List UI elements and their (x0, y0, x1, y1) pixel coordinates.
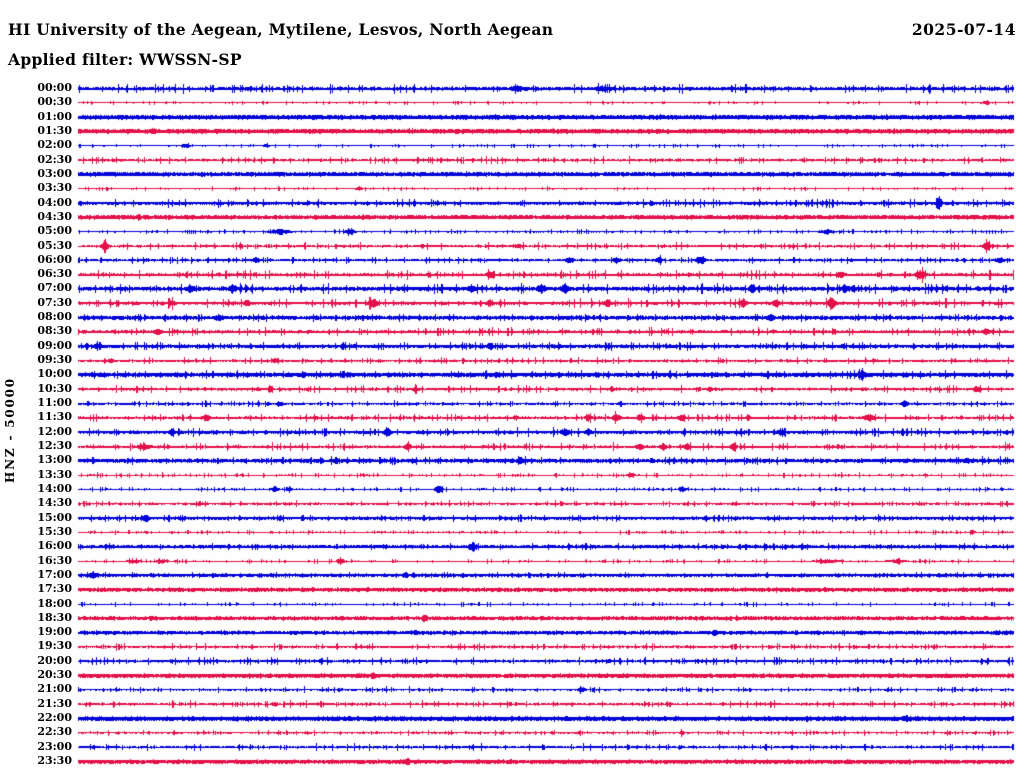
time-label: 02:30 (37, 152, 72, 166)
time-label: 11:30 (37, 410, 72, 424)
time-label: 05:30 (37, 238, 72, 252)
time-label: 08:00 (37, 310, 72, 324)
time-label: 06:30 (37, 267, 72, 281)
time-label: 19:30 (37, 639, 72, 653)
time-label: 11:00 (37, 396, 72, 410)
time-label: 14:00 (37, 481, 72, 495)
time-label: 10:30 (37, 381, 72, 395)
time-label: 02:00 (37, 138, 72, 152)
time-label: 00:00 (37, 81, 72, 94)
time-label: 04:30 (37, 209, 72, 223)
time-label: 19:00 (37, 625, 72, 639)
time-label: 13:30 (37, 467, 72, 481)
time-label: 18:30 (37, 610, 72, 624)
time-label: 13:00 (37, 453, 72, 467)
time-label: 07:30 (37, 295, 72, 309)
time-label: 16:00 (37, 539, 72, 553)
time-label: 07:00 (37, 281, 72, 295)
time-label: 23:30 (37, 754, 72, 768)
time-label: 18:00 (37, 596, 72, 610)
time-label: 23:00 (37, 739, 72, 753)
time-label: 01:00 (37, 109, 72, 123)
time-label: 03:30 (37, 181, 72, 195)
time-label: 15:30 (37, 524, 72, 538)
time-label: 22:30 (37, 725, 72, 739)
time-label: 22:00 (37, 711, 72, 725)
time-label: 12:30 (37, 439, 72, 452)
time-label: 12:00 (37, 424, 72, 438)
time-label: 14:30 (37, 496, 72, 510)
time-label: 00:30 (37, 95, 72, 109)
time-label: 01:30 (37, 123, 72, 137)
time-label: 05:00 (37, 224, 72, 238)
time-label: 04:00 (37, 195, 72, 209)
time-label: 08:30 (37, 324, 72, 338)
time-label: 20:00 (37, 653, 72, 667)
time-label: 06:00 (37, 252, 72, 266)
time-label: 17:30 (37, 582, 72, 596)
time-label: 17:00 (37, 567, 72, 581)
time-label: 03:00 (37, 166, 72, 180)
time-label: 15:00 (37, 510, 72, 524)
time-label: 10:00 (37, 367, 72, 381)
time-label: 20:30 (37, 668, 72, 682)
time-label: 09:00 (37, 338, 72, 352)
time-label: 21:30 (37, 696, 72, 710)
time-label: 16:30 (37, 553, 72, 567)
time-label: 09:30 (37, 353, 72, 367)
time-label: 21:00 (37, 682, 72, 696)
